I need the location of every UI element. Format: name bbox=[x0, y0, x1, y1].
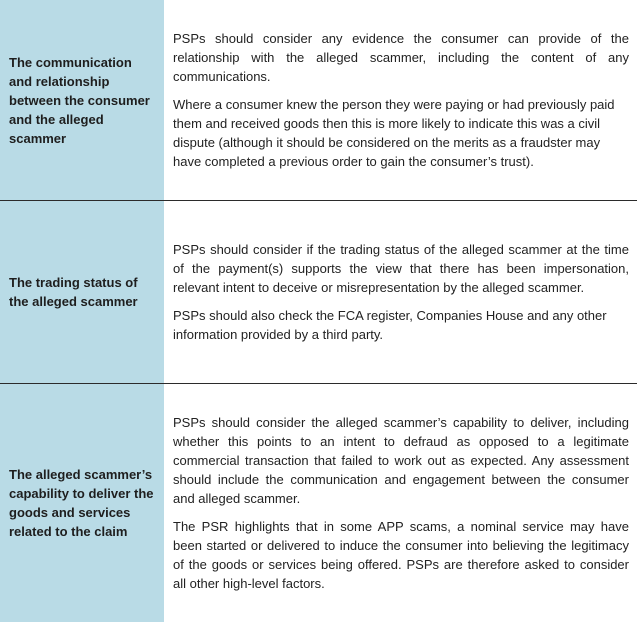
row-paragraph: PSPs should consider any evidence the consumer can provide of the relationship with the alleged scammer, including the content of any communications. bbox=[173, 31, 629, 84]
row-paragraph: PSPs should also check the FCA register, Companies House and any other information provided by a third party. bbox=[173, 308, 607, 342]
row-label: The communication and relationship between the consumer and the alleged scammer bbox=[9, 54, 150, 146]
row-paragraph: PSPs should consider the alleged scammer’s capability to deliver, including whether this points to an intent to defraud as opposed to a legitimate commercial transaction that failed to work out as expected. Any assessment should include the communication and engagement between the consumer and alleged scammer. bbox=[173, 415, 629, 506]
row-label: The trading status of the alleged scammer bbox=[9, 275, 138, 309]
row-paragraph: PSPs should consider if the trading status of the alleged scammer at the time of the payment(s) supports the view that there has been impersonation, relevant intent to deceive or misrepresentation by the alleged scammer. bbox=[173, 242, 629, 295]
table-row bbox=[0, 384, 637, 622]
row-label: The alleged scammer’s capability to deliver the goods and services related to the claim bbox=[9, 467, 154, 539]
row-content-cell bbox=[164, 0, 637, 200]
row-paragraph: Where a consumer knew the person they were paying or had previously paid them and received goods then this is more likely to indicate this was a civil dispute (although it should be considered on the merits as a fraudster may have completed a previous order to gain the consumer’s trust). bbox=[173, 97, 615, 169]
row-paragraph: The PSR highlights that in some APP scams, a nominal service may have been started or delivered to induce the consumer into believing the legitimacy of the goods or services being offered. PSPs are therefore asked to consider all other high-level factors. bbox=[173, 519, 629, 591]
table-row bbox=[0, 0, 637, 201]
row-content-cell bbox=[164, 384, 637, 622]
row-label-cell bbox=[0, 384, 164, 622]
row-label-cell bbox=[0, 0, 164, 200]
table-row bbox=[0, 201, 637, 384]
row-label-cell bbox=[0, 201, 164, 383]
row-content-cell bbox=[164, 201, 637, 383]
